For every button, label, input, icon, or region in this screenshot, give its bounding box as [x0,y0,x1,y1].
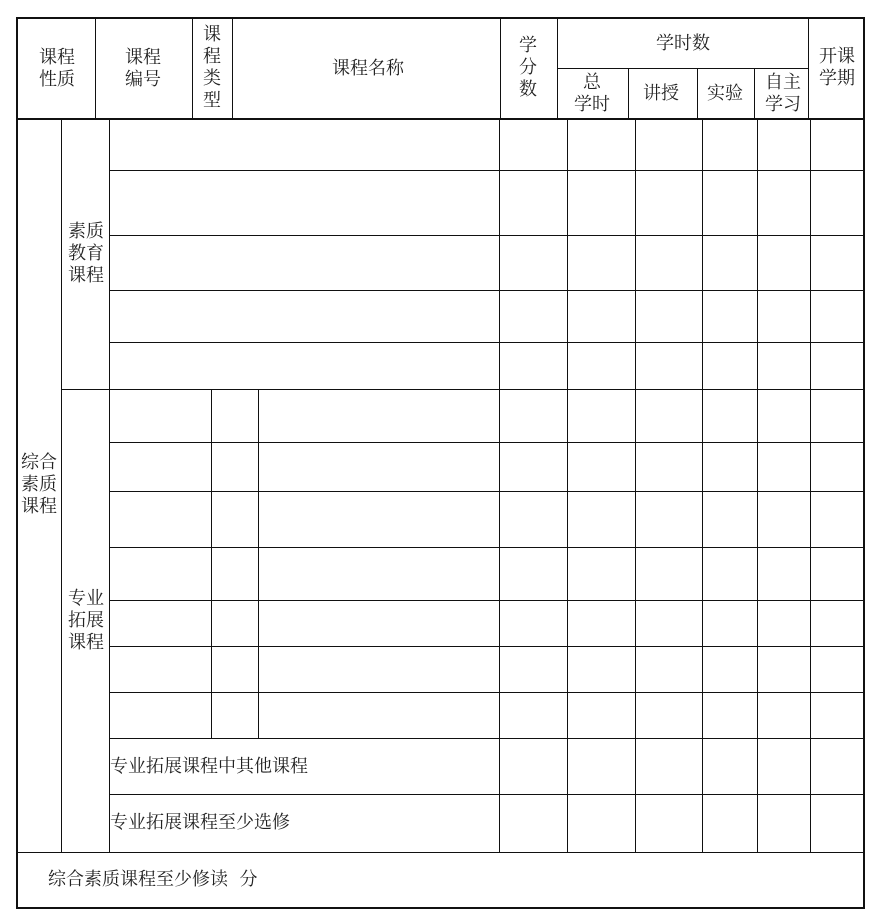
grid-line-h [16,118,865,120]
header-total-hours: 总 学时 [574,72,610,115]
grid-line-v [500,17,501,118]
group-comprehensive: 综合 素质 课程 [21,452,57,517]
grid-line-h [109,235,865,236]
grid-line-h [109,290,865,291]
grid-line-h [109,646,865,647]
grid-line-v [702,118,703,852]
grid-line-h [109,442,865,443]
grid-line-v [628,68,629,118]
header-lecture: 讲授 [643,83,679,104]
grid-line-h [109,600,865,601]
header-credits: 学 分 数 [519,35,537,100]
group-professional-extension: 专业 拓展 课程 [68,588,104,653]
grid-line-v [232,17,233,118]
group-quality-education: 素质 教育 课程 [68,221,104,286]
grid-line-h [61,389,865,390]
grid-line-h [16,852,865,853]
grid-line-h [109,547,865,548]
grid-line-h [109,738,865,739]
header-course-type: 课 程 类 型 [203,24,221,111]
header-semester: 开课 学期 [819,46,855,89]
grid-line-v [109,118,110,852]
grid-line-h [109,491,865,492]
grid-line-h [557,68,808,69]
footer-min-credits: 综合素质课程至少修读 分 [48,869,258,890]
grid-line-h [109,342,865,343]
grid-line-v [499,118,500,852]
header-experiment: 实验 [707,83,743,104]
grid-line-v [697,68,698,118]
header-class-hours: 学时数 [656,33,710,54]
grid-line-h [109,794,865,795]
header-course-name: 课程名称 [332,58,404,79]
grid-line-v [635,118,636,852]
header-self-study: 自主 学习 [765,72,801,115]
grid-line-v [567,118,568,852]
grid-line-v [754,68,755,118]
grid-line-v [95,17,96,118]
header-course-code: 课程 编号 [125,47,161,90]
row-other-courses: 专业拓展课程中其他课程 [110,756,308,777]
grid-line-v [810,118,811,852]
grid-line-v [61,118,62,852]
grid-line-h [109,692,865,693]
grid-line-v [192,17,193,118]
header-course-nature: 课程 性质 [39,47,75,90]
row-min-elective: 专业拓展课程至少选修 [110,812,290,833]
grid-line-v [757,118,758,852]
grid-line-h [109,170,865,171]
grid-line-v [808,17,809,118]
